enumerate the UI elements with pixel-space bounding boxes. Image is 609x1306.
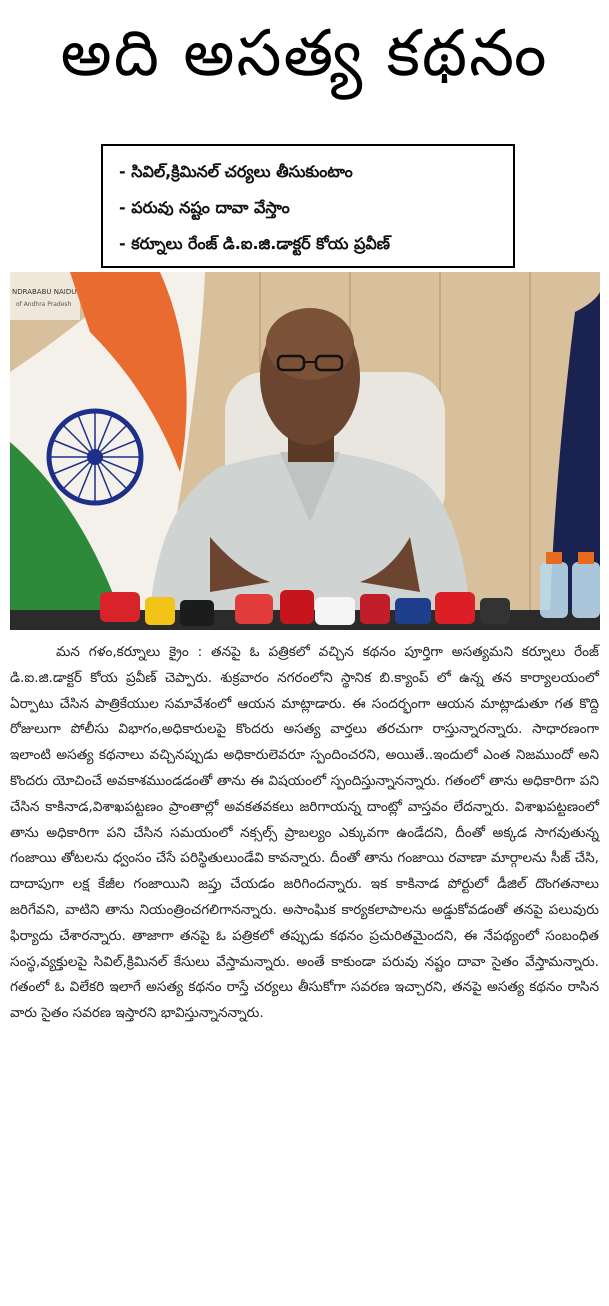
- press-conference-photo: [10, 272, 600, 630]
- article-body: మన గళం,కర్నూలు క్రైం : తనపై ఓ పత్రికలో వచ్చిన కథనం పూర్తిగా అసత్యమని కర్నూలు రేంజ్ డి.ఐ.జి.డాక్టర్ కోయ ప్రవీణ్ చెప్పారు. శుక్రవారం నగరంలోని స్థానిక బి.క్యాంప్ లో ఉన్న తన కార్యాలయంలో ఏర్పాటు చేసిన పాత్రికేయుల సమావేశంలో ఆయన మాట్లాడారు. ఈ సందర్భంగా ఆయన మాట్లాడుతూ గత కొద్ది రోజులుగా పోలీసు విభాగం,అధికారులపై కొందరు అసత్య వార్తలు తరచుగా రాస్తున్నారన్నారు. సాధారణంగా ఇలాంటి అసత్య కథనాలు వచ్చినప్పుడు అధికారులెవరూ స్పందించరని, అయితే..ఇందులో ఎంత నిజముందో అని కొందరు యోచించే అవకాశముండడంతో తాను ఈ విషయంలో స్పందిస్తున్నానన్నారు. గతంలో తాను అధికారిగా పని చేసిన కాకినాడ,విశాఖపట్టణం ప్రాంతాల్లో అవకతవకలు జరిగాయన్న దాంట్లో వాస్తవం లేదన్నారు. విశాఖపట్టణంలో తాను అధికారిగా పని చేసిన సమయంలో నక్సల్స్ ప్రాబల్యం ఎక్కువగా ఉండేదని, దీంతో అక్కడ సాగవుతున్న గంజాయి తోటలను ధ్వంసం చేసే పరిస్థితులుండేవి కావన్నారు. దీంతో తాను గంజాయి రవాణా మార్గాలను సీజ్ చేసి, దాదాపుగా లక్ష కేజీల గంజాయిని జప్తు చేయడం జరిగిందన్నారు. ఇక కాకినాడ పోర్టులో డీజిల్ దొంగతనాలు జరిగేవని, వాటిని తాను నియంత్రించగలిగానన్నారు. అసాంఘిక కార్యకలాపాలను అడ్డుకోవడంతో తనపై పలువురు ఫిర్యాదు చేశారన్నారు. తాజాగా తనపై ఓ పత్రికలో తప్పుడు కథనం ప్రచురితమైందని, ఈ నేపథ్యంలో సంబంధిత సంస్థ,వ్యక్తులపై సివిల్,క్రిమినల్ కేసులు వేస్తామన్నారు. అంతే కాకుండా పరువు నష్టం దావా సైతం వేస్తామన్నారు. గతంలో ఓ విలేకరి ఇలాగే అసత్య కథనం రాస్తే చర్యలు తీసుకోగా సవరణ ఇచ్చారని, తనపై అసత్య కథనం రాసిన వారు సైతం సవరణ ఇస్తారని భావిస్తున్నానన్నారు.: [10, 644, 599, 1022]
- headline: అది అసత్య కథనం: [60, 17, 549, 91]
- subheading-line: - పరువు నష్టం దావా వేస్తాం: [119, 198, 290, 217]
- subheading-line: - కర్నూలు రేంజ్ డి.ఐ.జి.డాక్టర్ కోయ ప్రవీణ్: [119, 234, 390, 253]
- subheading-line: - సివిల్,క్రిమినల్ చర్యలు తీసుకుంటాం: [119, 162, 353, 181]
- subheading-box: [101, 144, 515, 268]
- nameplate-subtext: of Andhra Pradesh: [16, 301, 72, 308]
- nameplate: [10, 272, 80, 320]
- nameplate-text: NDRABABU NAIDU: [12, 288, 77, 296]
